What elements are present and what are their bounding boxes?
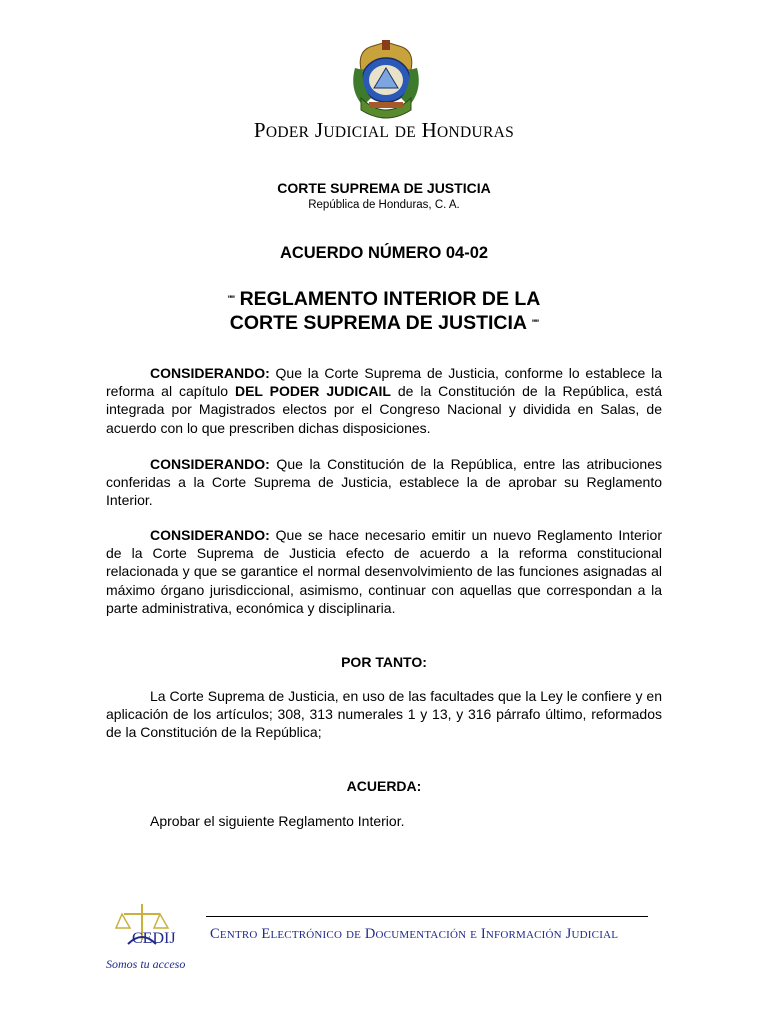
republic-subtitle: República de Honduras, C. A. — [308, 199, 460, 211]
org-title: PODER JUDICIAL DE HONDURAS — [253, 118, 515, 142]
considerando-paragraph-1: CONSIDERANDO: Que la Corte Suprema de Justicia, conforme lo establece la reforma al capítulo DEL PODER JUDICAIL de la Constitución de la República, está integrada por Magistrados electos por el Congreso Nacional y dividida en Salas, de acuerdo con lo que prescriben dichas disposiciones. — [106, 365, 662, 436]
footer-divider — [206, 916, 648, 917]
cedij-logo — [104, 900, 208, 972]
title-mark-right: "" — [531, 318, 539, 328]
acuerda-heading: ACUERDA: — [346, 778, 422, 794]
acuerda-paragraph: Aprobar el siguiente Reglamento Interior. — [150, 813, 405, 829]
considerando-paragraph-2: CONSIDERANDO: Que la Constitución de la República, entre las atribuciones conferidas a la Corte Suprema de Justicia, establece la de aprobar su Reglamento Interior. — [106, 456, 662, 509]
title-mark-left: "" — [227, 294, 235, 304]
por-tanto-paragraph: La Corte Suprema de Justicia, en uso de las facultades que la Ley le confiere y en aplicación de los artículos; 308, 313 numerales 1 y 13, y 316 párrafo último, reformados de la Constitución de la República; — [106, 688, 662, 741]
considerando-paragraph-3: CONSIDERANDO: Que se hace necesario emitir un nuevo Reglamento Interior de la Corte Suprema de Justicia efecto de acuerdo a la reforma constitucional relacionada y que se garantice el normal desenvolvimiento de las funciones asignadas al máximo órgano jurisdiccional, asimismo, continuar con aquellas que correspondan a la parte administrativa, económica y disciplinaria. — [106, 527, 662, 616]
regulation-title: "" REGLAMENTO INTERIOR DE LA CORTE SUPREMA DE JUSTICIA "" — [227, 288, 541, 334]
logo-text: CEDIJ — [132, 930, 176, 947]
footer-center-name: CENTRO ELECTRÓNICO DE DOCUMENTACIÓN E INFORMACIÓN JUDICIAL — [210, 926, 619, 942]
agreement-number: ACUERDO NÚMERO 04-02 — [279, 244, 489, 262]
logo-slogan: Somos tu acceso — [106, 957, 186, 971]
por-tanto-heading: POR TANTO: — [341, 654, 427, 670]
honduras-coat-of-arms-icon — [351, 40, 421, 122]
court-name: CORTE SUPREMA DE JUSTICIA — [277, 180, 491, 196]
